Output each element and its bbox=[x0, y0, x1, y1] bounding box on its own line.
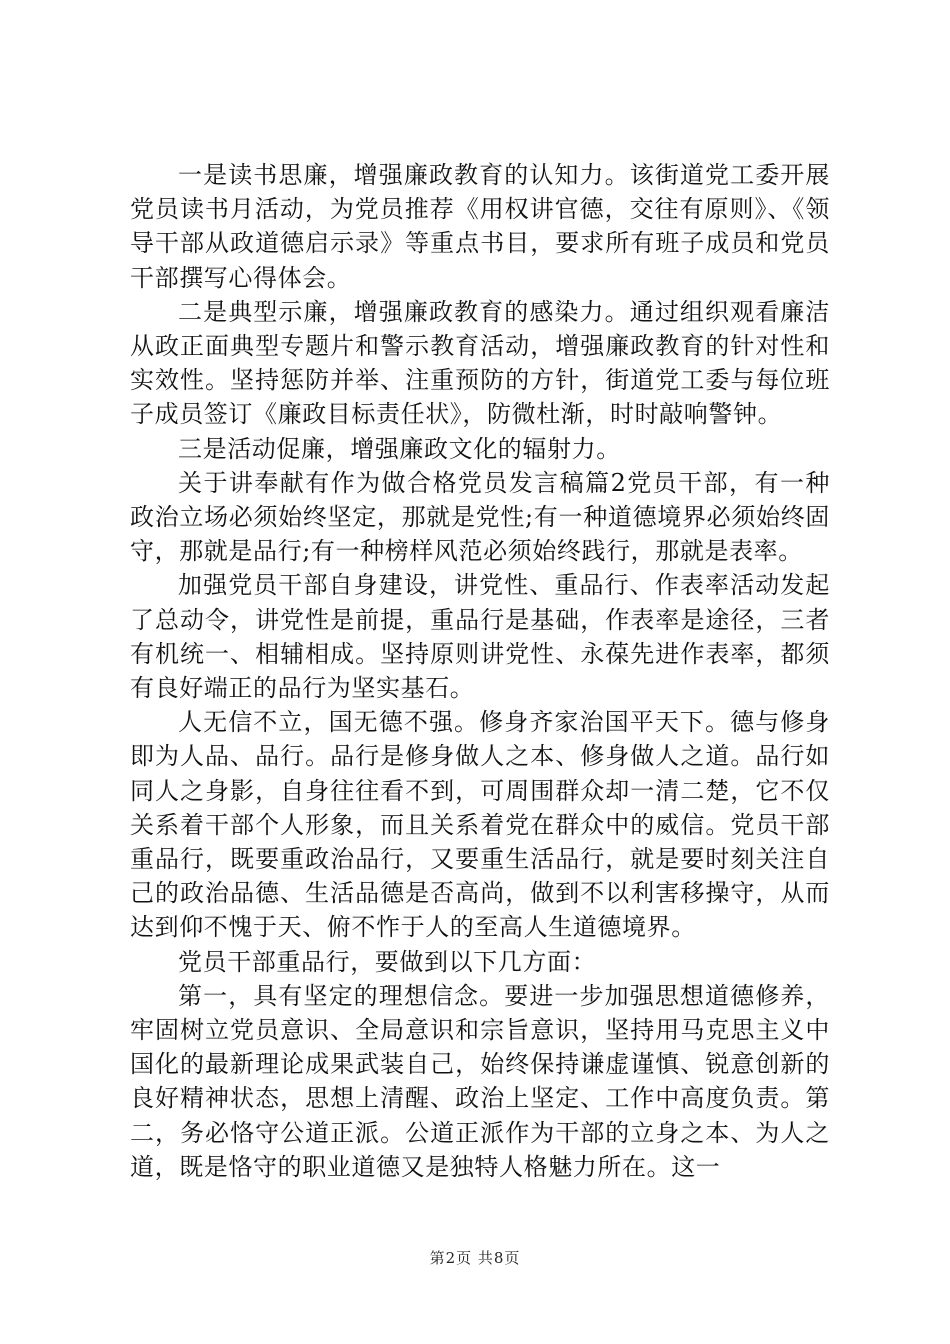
paragraph-integrity: 人无信不立，国无德不强。修身齐家治国平天下。德与修身即为人品、品行。品行是修身做人之本、修身做人之道。品行如同人之身影，自身往往看不到，可周围群众却一清二楚，它不仅关系着干部个人形象，而且关系着党在群众中的威信。党员干部重品行，既要重政治品行，又要重生活品行，就是要时刻关注自己的政治品德、生活品德是否高尚，做到不以利害移操守，从而达到仰不愧于天、俯不怍于人的至高人生道德境界。 bbox=[130, 708, 830, 942]
paragraph-example: 二是典型示廉，增强廉政教育的感染力。通过组织观看廉洁从政正面典型专题片和警示教育活动，增强廉政教育的针对性和实效性。坚持惩防并举、注重预防的方针，街道党工委与每位班子成员签订《廉政目标责任状》，防微杜渐，时时敲响警钟。 bbox=[130, 297, 830, 429]
paragraph-speech-intro: 关于讲奉献有作为做合格党员发言稿篇2党员干部，有一种政治立场必须始终坚定，那就是党性;有一种道德境界必须始终固守，那就是品行;有一种榜样风范必须始终践行，那就是表率。 bbox=[130, 468, 830, 566]
paragraph-reading: 一是读书思廉，增强廉政教育的认知力。该街道党工委开展党员读书月活动，为党员推荐《用权讲官德，交往有原则》、《领导干部从政道德启示录》等重点书目，要求所有班子成员和党员干部撰写心得体会。 bbox=[130, 161, 830, 292]
document-body bbox=[130, 158, 830, 1184]
paragraph-first-second: 第一，具有坚定的理想信念。要进一步加强思想道德修养，牢固树立党员意识、全局意识和宗旨意识，坚持用马克思主义中国化的最新理论成果武装自己，始终保持谦虚谨慎、锐意创新的良好精神状态，思想上清醒、政治上坚定、工作中高度负责。第二，务必恪守公道正派。公道正派作为干部的立身之本、为人之道，既是恪守的职业道德又是独特人格魅力所在。这一 bbox=[130, 981, 830, 1181]
paragraph-aspects-intro: 党员干部重品行，要做到以下几方面： bbox=[178, 947, 597, 976]
paragraph-activity: 三是活动促廉，增强廉政文化的辐射力。 bbox=[178, 434, 621, 463]
paragraph-self-building: 加强党员干部自身建设，讲党性、重品行、作表率活动发起了总动令，讲党性是前提，重品行是基础，作表率是途径，三者有机统一、相辅相成。坚持原则讲党性、永葆先进作表率，都须有良好端正的品行为坚实基石。 bbox=[130, 571, 830, 703]
page-number: 第2页 共8页 bbox=[429, 1249, 521, 1267]
